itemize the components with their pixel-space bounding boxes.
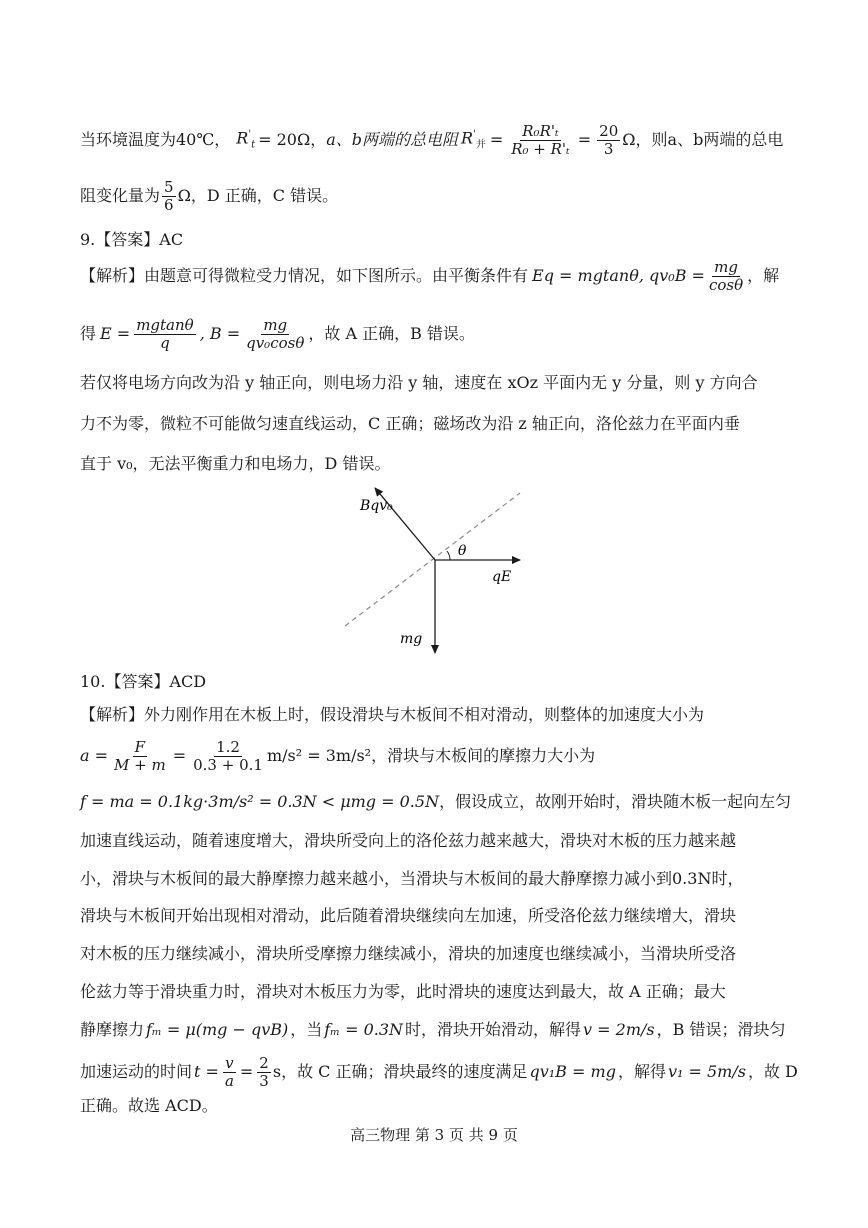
fraction: $\frac{2}{3}$ bbox=[259, 1053, 269, 1090]
fraction: $\frac{mgtan\theta}{q}$ bbox=[136, 315, 194, 352]
formula: fₘ = μ(mg − qvB) bbox=[146, 1020, 289, 1039]
text: 静摩擦力 bbox=[80, 1020, 145, 1039]
text: 【解析】由题意可得微粒受力情况，如下图所示。由平衡条件有 bbox=[80, 266, 529, 285]
text-line: 小，滑块与木板间的最大静摩擦力越来越小，当滑块与木板间的最大静摩擦力减小到0.3N时， bbox=[80, 869, 744, 888]
text-line: 力不为零，微粒不可能做匀速直线运动，C 正确；磁场改为沿 z 轴正向，洛伦兹力在平面内垂 bbox=[80, 414, 740, 433]
text: ，B 错误；滑块匀 bbox=[656, 1020, 786, 1039]
fraction: $\frac{v}{a}$ bbox=[224, 1053, 234, 1090]
text-line bbox=[80, 790, 792, 814]
text: = bbox=[172, 746, 187, 765]
text: 阻变化量为 bbox=[80, 186, 161, 205]
formula: v = 2m/s bbox=[583, 1020, 655, 1039]
text: 当环境温度为40℃， bbox=[80, 130, 231, 149]
formula: , B = bbox=[199, 324, 241, 343]
text: = bbox=[489, 130, 504, 149]
formula: f = ma = 0.1kg·3m/s² = 0.3N < μmg = 0.5N bbox=[80, 792, 440, 811]
page-footer: 高三物理 第 3 页 共 9 页 bbox=[350, 1126, 518, 1144]
text: 加速运动的时间 bbox=[80, 1062, 193, 1081]
label-mg: mg bbox=[400, 631, 423, 647]
text: = bbox=[577, 130, 592, 149]
formula: fₘ = 0.3N bbox=[324, 1020, 404, 1039]
text-line bbox=[80, 1018, 792, 1042]
text-line: 滑块与木板间开始出现相对滑动，此后随着滑块继续向左加速，所受洛伦兹力继续增大，滑块 bbox=[80, 906, 737, 925]
text: 时，滑块开始滑动，解得 bbox=[405, 1020, 582, 1039]
label-qe: qE bbox=[492, 569, 512, 585]
formula: a = bbox=[80, 746, 109, 765]
text: s bbox=[272, 1062, 282, 1081]
label-bqv: Bqv₀ bbox=[360, 498, 393, 514]
label-theta: θ bbox=[458, 543, 467, 559]
text: ，解得 bbox=[617, 1062, 666, 1081]
fraction: $\frac{1.2}{0.3 + 0.1}$ bbox=[193, 737, 263, 774]
text-line bbox=[80, 1053, 798, 1090]
answer-heading: 9.【答案】AC bbox=[80, 230, 184, 249]
text-line bbox=[80, 257, 792, 294]
text-line: 【解析】外力刚作用在木板上时，假设滑块与木板间不相对滑动，则整体的加速度大小为 bbox=[80, 705, 705, 724]
formula: $R'_t$ bbox=[236, 128, 256, 151]
text-line bbox=[80, 737, 792, 774]
formula: $R'_并$ bbox=[461, 128, 486, 151]
force-diagram bbox=[330, 478, 540, 663]
theta-arc bbox=[447, 551, 450, 560]
text: = bbox=[239, 1062, 254, 1081]
fraction: $\frac{mg}{\cos\theta}$ bbox=[708, 257, 744, 294]
formula: v₁ = 5m/s bbox=[667, 1062, 746, 1081]
text: ，故 A 正确，B 错误。 bbox=[308, 324, 475, 343]
formula: t = bbox=[194, 1062, 219, 1081]
fraction: $\frac{5}{6}$ bbox=[164, 177, 174, 214]
text: ，假设成立，故刚开始时，滑块随木板一起向左匀 bbox=[439, 792, 792, 811]
text: Ω，则 bbox=[622, 130, 668, 149]
text: ，当 bbox=[290, 1020, 323, 1039]
answer-heading: 10.【答案】ACD bbox=[80, 672, 207, 691]
formula: E = bbox=[100, 324, 131, 343]
formula: qv₁B = mg bbox=[529, 1062, 616, 1081]
fraction: $\frac{mg}{\text{qv₀cosθ}}$ bbox=[246, 315, 305, 352]
fraction: $\frac{F}{M + m}$ bbox=[114, 737, 166, 774]
text: ，解 bbox=[747, 266, 780, 285]
text: Ω，D 正确，C 错误。 bbox=[177, 186, 339, 205]
text-line: 伦兹力等于滑块重力时，滑块对木板压力为零，此时滑块的速度达到最大，故 A 正确；最大 bbox=[80, 982, 726, 1001]
text-line: 直于 v₀，无法平衡重力和电场力，D 错误。 bbox=[80, 454, 391, 473]
text: 得 bbox=[80, 324, 97, 343]
text-line bbox=[80, 177, 792, 214]
fraction: $\frac{\text{R₀R'ₜ}}{\text{R₀ + R'ₜ}}$ bbox=[511, 121, 570, 158]
text: m/s² = 3m/s²，滑块与木板间的摩擦力大小为 bbox=[266, 746, 596, 765]
text: = 20Ω， bbox=[258, 130, 327, 149]
fraction: $\frac{20}{3}$ bbox=[599, 121, 619, 158]
text-line bbox=[80, 315, 792, 352]
text: ，故 D bbox=[747, 1062, 798, 1081]
text-line: 正确。故选 ACD。 bbox=[80, 1096, 218, 1115]
formula: Eq = mgtanθ, qv₀B = bbox=[532, 266, 705, 285]
text: a、b两端的总电 bbox=[667, 130, 784, 149]
text: ，故 C 正确；滑块最终的速度满足 bbox=[281, 1062, 528, 1081]
text-line bbox=[80, 121, 792, 158]
text: a、b两端的总电阻 bbox=[326, 130, 459, 149]
text-line: 加速直线运动，随着速度增大，滑块所受向上的洛伦兹力越来越大，滑块对木板的压力越来越 bbox=[80, 831, 737, 850]
text-line: 对木板的压力继续减小，滑块所受摩擦力继续减小，滑块的加速度也继续减小，当滑块所受洛 bbox=[80, 944, 737, 963]
text-line: 若仅将电场方向改为沿 y 轴正向，则电场力沿 y 轴，速度在 xOz 平面内无 y 分量，则 y 方向合 bbox=[80, 373, 758, 392]
